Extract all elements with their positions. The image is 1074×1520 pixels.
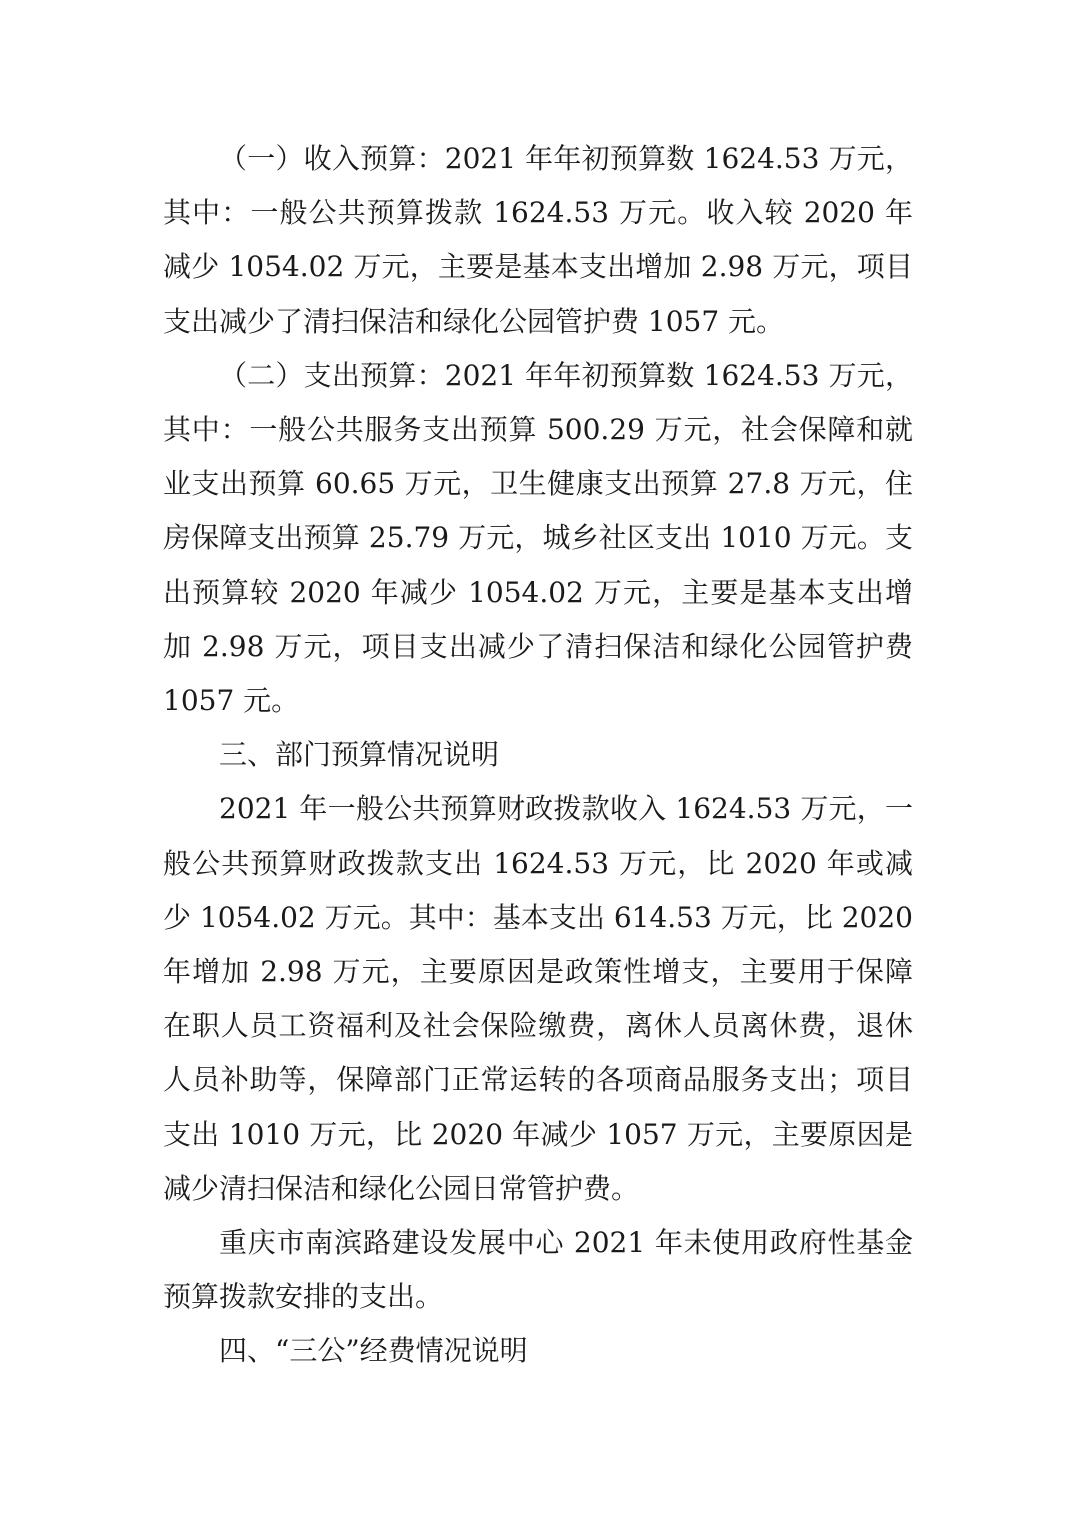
document-body bbox=[163, 132, 913, 1379]
section-heading-three-public-expenses: 四、“三公”经费情况说明 bbox=[219, 1334, 528, 1368]
section-heading-department-budget: 三、部门预算情况说明 bbox=[219, 738, 500, 772]
expense-budget-paragraph: （二）支出预算：2021 年年初预算数 1624.53 万元，其中：一般公共服务支出预算 500.29 万元，社会保障和就业支出预算 60.65 万元，卫生健康支出预算 27.8 万元，住房保障支出预算 25.79 万元，城乡社区支出 1010 万元。支出预算较 2020 年减少 1054.02 万元，主要是基本支出增加 2.98 万元，项目支出减少了清扫保洁和绿化公园管护费 1057 元。 bbox=[163, 358, 913, 718]
general-budget-paragraph: 2021 年一般公共预算财政拨款收入 1624.53 万元，一般公共预算财政拨款支出 1624.53 万元，比 2020 年或减少 1054.02 万元。其中：基本支出 614.53 万元，比 2020 年增加 2.98 万元，主要原因是政策性增支，主要用于保障在职人员工资福利及社会保险缴费，离休人员离休费，退休人员补助等，保障部门正常运转的各项商品服务支出；项目支出 1010 万元，比 2020 年减少 1057 万元，主要原因是减少清扫保洁和绿化公园日常管护费。 bbox=[163, 792, 913, 1205]
income-budget-paragraph: （一）收入预算：2021 年年初预算数 1624.53 万元，其中：一般公共预算拨款 1624.53 万元。收入较 2020 年减少 1054.02 万元，主要是基本支出增加 2.98 万元，项目支出减少了清扫保洁和绿化公园管护费 1057 元。 bbox=[163, 142, 913, 338]
government-fund-paragraph: 重庆市南滨路建设发展中心 2021 年未使用政府性基金预算拨款安排的支出。 bbox=[163, 1226, 913, 1314]
